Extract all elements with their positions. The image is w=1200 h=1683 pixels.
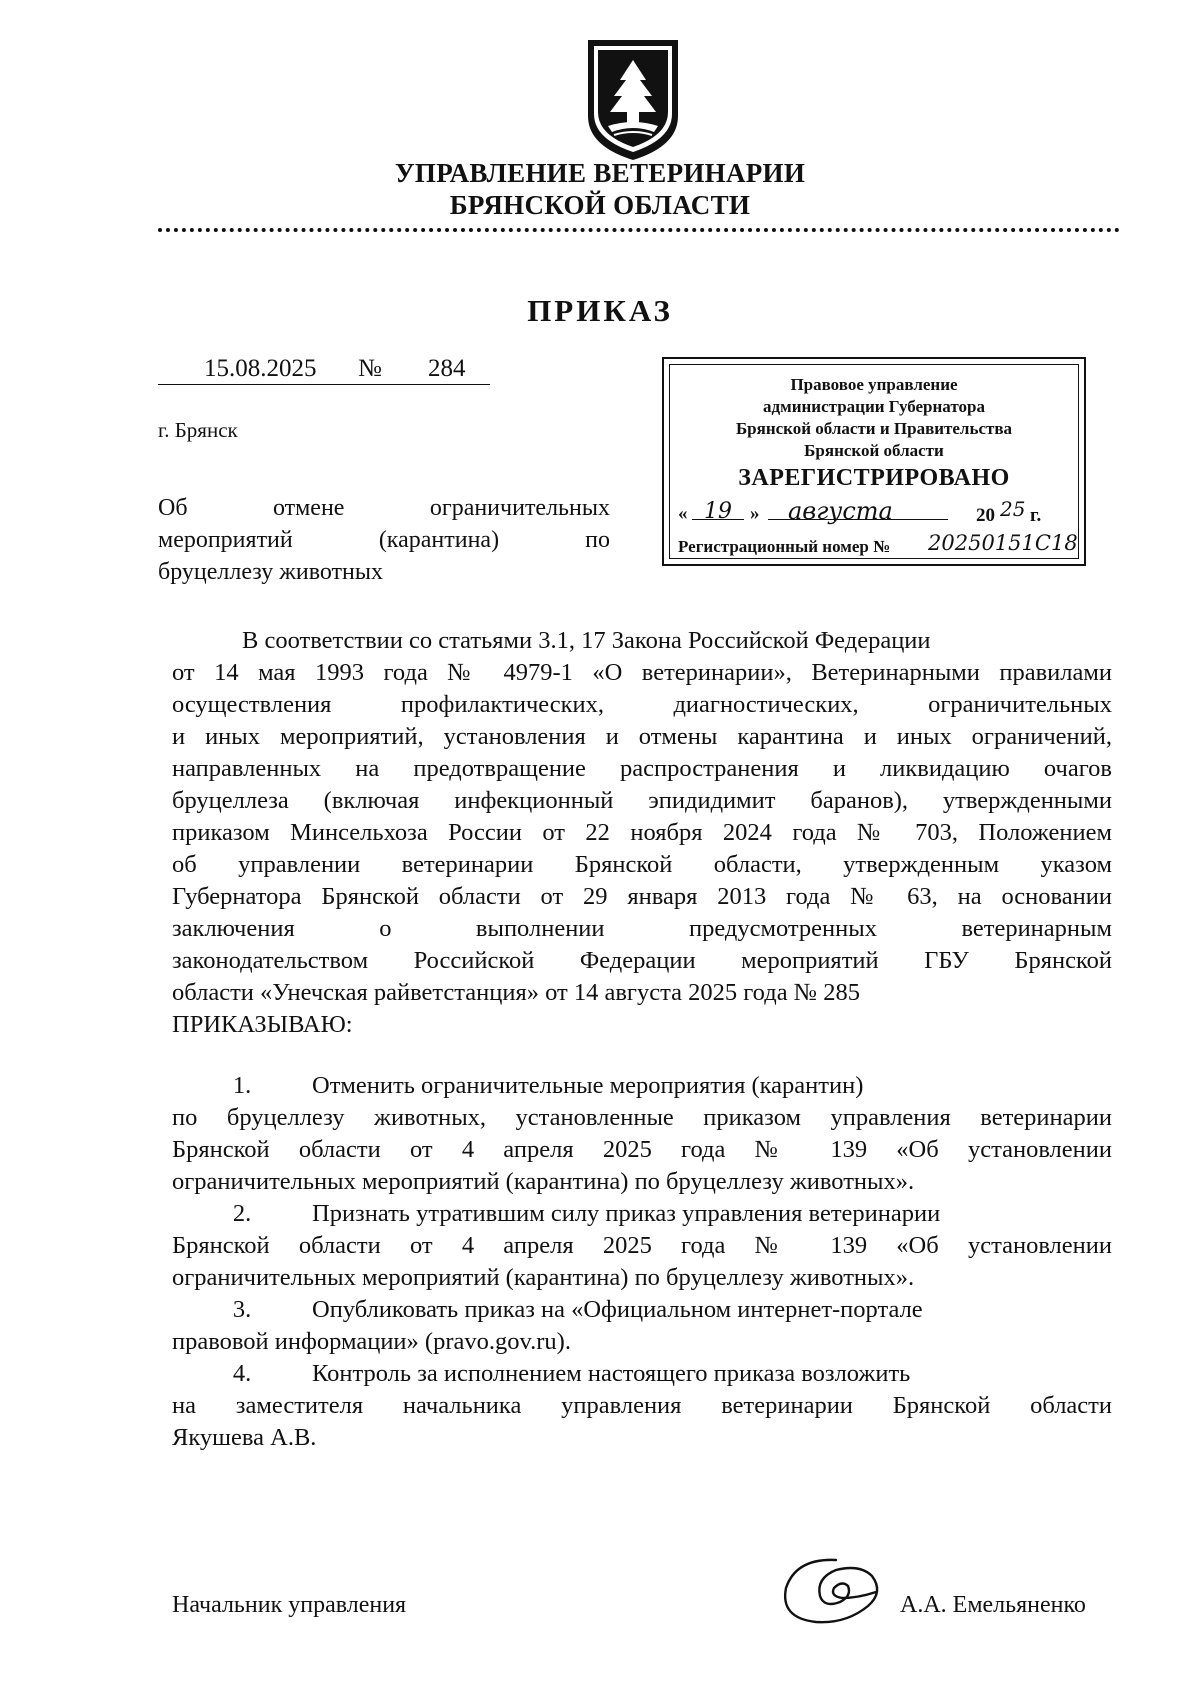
order-item-text: Признать утратившим силу приказ управления ветеринарии bbox=[312, 1200, 941, 1227]
stamp-line: Правовое управление bbox=[790, 375, 958, 394]
signatory-position: Начальник управления bbox=[172, 1592, 407, 1618]
preamble-line: направленных на предотвращение распространения и ликвидацию очагов bbox=[172, 755, 1112, 782]
order-item-text: Якушева А.В. bbox=[172, 1424, 317, 1451]
handwritten-signature bbox=[776, 1548, 888, 1634]
subject-line: бруцеллезу животных bbox=[158, 559, 383, 585]
order-item bbox=[172, 1198, 1112, 1294]
subject-line bbox=[158, 524, 610, 556]
stamp-year-handwritten: 25 bbox=[1000, 497, 1026, 521]
stamp-quote: « bbox=[678, 503, 688, 524]
order-item-text: Брянской области от 4 апреля 2025 года № 139 «Об установлении bbox=[172, 1136, 1112, 1163]
signatory-name: А.А. Емельяненко bbox=[900, 1592, 1086, 1618]
stamp-year-unit: г. bbox=[1030, 505, 1042, 526]
order-item-text: правовой информации» (pravo.gov.ru). bbox=[172, 1328, 571, 1355]
registration-stamp bbox=[662, 357, 1086, 566]
order-item-text: на заместителя начальника управления ветеринарии Брянской области bbox=[172, 1392, 1112, 1419]
stamp-reg-number-handwritten: 20250151С18 bbox=[928, 531, 1078, 555]
order-item-number: 2. bbox=[232, 1200, 252, 1227]
preamble-line: приказом Минсельхоза России от 22 ноября 2024 года № 703, Положением bbox=[172, 819, 1112, 846]
stamp-date-row bbox=[678, 499, 1070, 527]
document-city: г. Брянск bbox=[158, 418, 238, 442]
organization-name-line2: БРЯНСКОЙ ОБЛАСТИ bbox=[449, 190, 751, 220]
order-item-text: Отменить ограничительные мероприятия (карантин) bbox=[312, 1072, 864, 1099]
preamble-line: В соответствии со статьями 3.1, 17 Закона Российской Федерации bbox=[242, 627, 931, 654]
document-subject bbox=[158, 492, 610, 588]
preamble-line: области «Унечская райветстанция» от 14 августа 2025 года № 285 bbox=[172, 979, 860, 1006]
subject-word: по bbox=[585, 527, 610, 553]
preamble-line: законодательством Российской Федерации мероприятий ГБУ Брянской bbox=[172, 947, 1112, 974]
order-item-number: 1. bbox=[232, 1072, 252, 1099]
preamble-line: Губернатора Брянской области от 29 января 2013 года № 63, на основании bbox=[172, 883, 1112, 910]
preamble-line: заключения о выполнении предусмотренных ветеринарным bbox=[172, 915, 1112, 942]
stamp-status: ЗАРЕГИСТРИРОВАНО bbox=[738, 465, 1010, 491]
stamp-reg-label: Регистрационный номер № bbox=[678, 537, 891, 556]
stamp-day-handwritten: 19 bbox=[704, 499, 732, 524]
order-item-first-line bbox=[172, 1070, 1112, 1102]
stamp-month-handwritten: августа bbox=[788, 497, 893, 525]
document-title: ПРИКАЗ bbox=[527, 293, 673, 328]
order-item-text: Брянской области от 4 апреля 2025 года № 139 «Об установлении bbox=[172, 1232, 1112, 1259]
order-item-first-line bbox=[172, 1294, 1112, 1326]
order-item-text: по бруцеллезу животных, установленные приказом управления ветеринарии bbox=[172, 1104, 1112, 1131]
order-items bbox=[172, 1070, 1112, 1454]
stamp-reg-row bbox=[678, 531, 1078, 561]
stamp-quote: » bbox=[750, 503, 760, 524]
order-item-text: ограничительных мероприятий (карантина) по бруцеллезу животных». bbox=[172, 1168, 915, 1195]
order-item-text: Контроль за исполнением настоящего приказа возложить bbox=[312, 1360, 911, 1387]
date-number-line bbox=[158, 356, 490, 385]
preamble-line: об управлении ветеринарии Брянской области, утвержденным указом bbox=[172, 851, 1112, 878]
stamp-year-prefix: 20 bbox=[976, 505, 995, 526]
subject-word: отмене bbox=[272, 495, 345, 521]
order-item-text: Опубликовать приказ на «Официальном интернет-портале bbox=[312, 1296, 923, 1323]
number-sign: № bbox=[358, 355, 382, 382]
preamble-line: бруцеллеза (включая инфекционный эпидидимит баранов), утвержденными bbox=[172, 787, 1112, 814]
organization-name-line1: УПРАВЛЕНИЕ ВЕТЕРИНАРИИ bbox=[394, 158, 806, 188]
header-divider bbox=[158, 228, 1120, 232]
subject-line bbox=[158, 492, 610, 524]
stamp-line: администрации Губернатора bbox=[763, 397, 985, 416]
subject-word: Об bbox=[158, 495, 188, 521]
order-item-first-line bbox=[172, 1358, 1112, 1390]
subject-word: (карантина) bbox=[378, 527, 500, 553]
document-number: 284 bbox=[428, 355, 466, 382]
preamble bbox=[172, 625, 1112, 1041]
order-item bbox=[172, 1358, 1112, 1454]
subject-word: мероприятий bbox=[158, 527, 293, 553]
subject-word: ограничительных bbox=[429, 495, 610, 521]
stamp-line: Брянской области и Правительства bbox=[735, 419, 1013, 438]
order-item-first-line bbox=[172, 1198, 1112, 1230]
order-item bbox=[172, 1294, 1112, 1358]
document-date: 15.08.2025 bbox=[204, 355, 317, 382]
order-item-text: ограничительных мероприятий (карантина) по бруцеллезу животных». bbox=[172, 1264, 915, 1291]
preamble-line: и иных мероприятий, установления и отмены карантина и иных ограничений, bbox=[172, 723, 1112, 750]
order-item bbox=[172, 1070, 1112, 1198]
preamble-line: осуществления профилактических, диагностических, ограничительных bbox=[172, 691, 1112, 718]
stamp-line: Брянской области bbox=[804, 441, 944, 460]
order-item-number: 4. bbox=[232, 1360, 252, 1387]
order-word: ПРИКАЗЫВАЮ: bbox=[172, 1011, 353, 1038]
order-item-number: 3. bbox=[232, 1296, 252, 1323]
preamble-line: от 14 мая 1993 года № 4979-1 «О ветеринарии», Ветеринарными правилами bbox=[172, 659, 1112, 686]
coat-of-arms-emblem bbox=[584, 38, 682, 162]
